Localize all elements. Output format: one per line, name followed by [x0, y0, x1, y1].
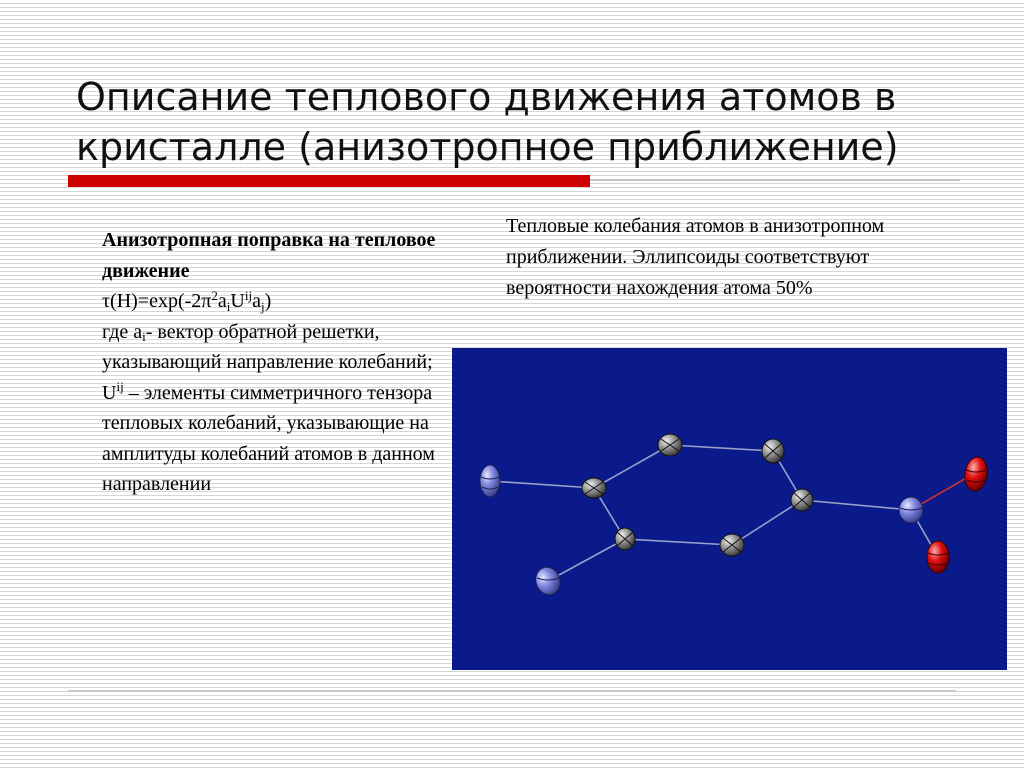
bond: [548, 539, 625, 581]
formula-lhs: τ(H)=exp(-2π: [102, 290, 212, 312]
bond: [802, 500, 911, 510]
atom-c: [658, 434, 682, 456]
bond: [594, 445, 670, 488]
left-heading: Анизотропная поправка на тепловое движение: [102, 229, 436, 282]
formula-u-sup: ij: [244, 287, 253, 303]
atom-c: [791, 489, 813, 511]
atom-o: [963, 456, 990, 493]
atom-c: [582, 478, 606, 498]
bond: [732, 500, 802, 545]
footer-rule: [68, 690, 956, 692]
atom-n: [899, 497, 923, 523]
left-text-block: [102, 225, 472, 500]
molecule-svg: [452, 348, 1007, 670]
definition-a-sub: i: [142, 329, 146, 345]
formula-a-i-sub: i: [226, 298, 231, 314]
definition-u-symbol: U: [102, 381, 117, 404]
slide-title: Описание теплового движения атомов в кристалле (анизотропное приближение): [76, 75, 899, 169]
formula: [102, 286, 472, 317]
definition-u: [102, 378, 472, 500]
definition-a-prefix: где a: [102, 320, 143, 343]
formula-power: 2: [211, 287, 218, 303]
bond: [490, 481, 594, 488]
atom-o: [927, 541, 949, 573]
atom-c: [615, 528, 635, 550]
atom-c: [762, 439, 784, 463]
formula-u: U: [230, 290, 245, 312]
definition-a: [102, 317, 472, 378]
molecule-ellipsoid-figure: [452, 348, 1007, 670]
atom-n: [532, 564, 564, 599]
title-underline-rule: [590, 179, 960, 181]
formula-a-j: a: [252, 290, 261, 312]
atom-n: [480, 465, 500, 497]
definition-u-text: – элементы симметричного тензора тепловых колебаний, указывающие на амплитуды колебаний атомов в данном направлении: [102, 381, 435, 495]
formula-a-i: a: [217, 290, 227, 312]
formula-close: ): [264, 290, 272, 312]
bond: [625, 539, 732, 545]
title-underline-accent: [68, 175, 590, 187]
formula-a-j-sub: j: [260, 298, 265, 314]
definition-a-text: - вектор обратной решетки, указывающий направление колебаний;: [102, 320, 433, 373]
atom-c: [720, 534, 744, 556]
figure-caption: Тепловые колебания атомов в анизотропном приближении. Эллипсоиды соответствуют вероятности нахождения атома 50%: [506, 215, 885, 299]
definition-u-sup: ij: [116, 379, 124, 395]
bond: [670, 445, 773, 451]
